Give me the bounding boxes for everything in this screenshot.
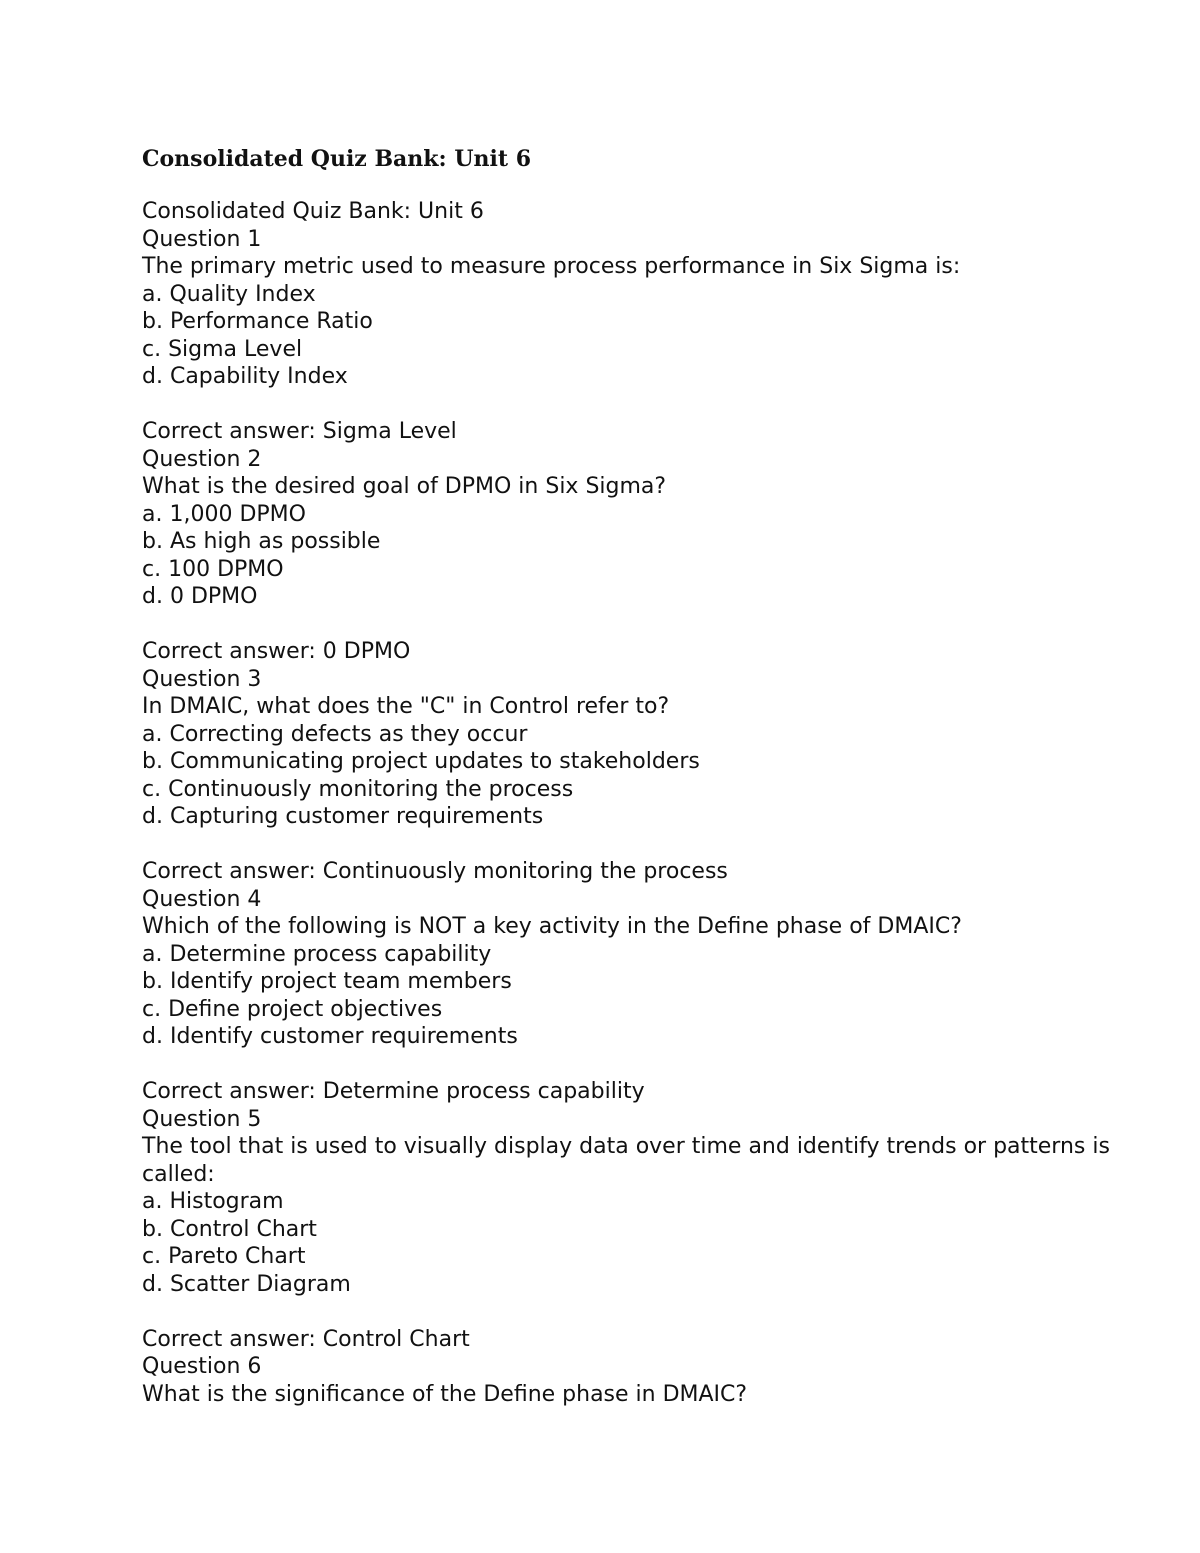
question-block bbox=[142, 1353, 1142, 1408]
blank-line bbox=[142, 831, 1142, 859]
answer-option: b. As high as possible bbox=[142, 529, 381, 554]
answer-option: c. Continuously monitoring the process bbox=[142, 776, 574, 802]
question-prompt: What is the desired goal of DPMO in Six Sigma? bbox=[142, 474, 667, 499]
correct-answer: Correct answer: Sigma Level bbox=[142, 419, 457, 444]
document-title: Consolidated Quiz Bank: Unit 6 bbox=[142, 146, 531, 172]
answer-option: b. Performance Ratio bbox=[142, 309, 373, 334]
question-block bbox=[142, 446, 1142, 666]
answer-option: c. Pareto Chart bbox=[142, 1244, 306, 1269]
answer-option: b. Control Chart bbox=[142, 1216, 317, 1242]
answer-option: b. Communicating project updates to stakeholders bbox=[142, 749, 700, 774]
blank-line bbox=[142, 611, 1142, 639]
answer-option: c. 100 DPMO bbox=[142, 556, 284, 582]
question-block bbox=[142, 1106, 1142, 1354]
question-label: Question 4 bbox=[142, 886, 262, 912]
document-subtitle: Consolidated Quiz Bank: Unit 6 bbox=[142, 199, 484, 224]
question-block bbox=[142, 886, 1142, 1106]
blank-line bbox=[142, 1298, 1142, 1326]
question-block bbox=[142, 226, 1142, 446]
correct-answer: Correct answer: Determine process capability bbox=[142, 1079, 645, 1104]
answer-option: a. Correcting defects as they occur bbox=[142, 721, 528, 747]
answer-option: d. Capturing customer requirements bbox=[142, 804, 544, 829]
question-prompt: The primary metric used to measure process performance in Six Sigma is: bbox=[142, 254, 961, 279]
answer-option: d. Identify customer requirements bbox=[142, 1024, 518, 1049]
answer-option: d. Scatter Diagram bbox=[142, 1271, 351, 1297]
question-label: Question 3 bbox=[142, 666, 262, 692]
blank-line bbox=[142, 391, 1142, 419]
question-label: Question 5 bbox=[142, 1106, 262, 1132]
answer-option: d. 0 DPMO bbox=[142, 584, 258, 609]
question-label: Question 6 bbox=[142, 1354, 262, 1379]
answer-option: a. 1,000 DPMO bbox=[142, 501, 306, 527]
question-label: Question 2 bbox=[142, 446, 262, 472]
answer-option: a. Histogram bbox=[142, 1189, 284, 1214]
correct-answer: Correct answer: Control Chart bbox=[142, 1326, 470, 1352]
answer-option: a. Quality Index bbox=[142, 281, 316, 307]
question-prompt: The tool that is used to visually display data over time and identify trends or patterns is called: bbox=[142, 1134, 1117, 1187]
question-label: Question 1 bbox=[142, 226, 262, 252]
question-block bbox=[142, 666, 1142, 886]
blank-line bbox=[142, 1051, 1142, 1079]
answer-option: b. Identify project team members bbox=[142, 969, 512, 994]
answer-option: d. Capability Index bbox=[142, 364, 348, 389]
answer-option: a. Determine process capability bbox=[142, 941, 492, 967]
answer-option: c. Define project objectives bbox=[142, 996, 443, 1022]
question-prompt: What is the significance of the Define phase in DMAIC? bbox=[142, 1381, 748, 1407]
correct-answer: Correct answer: 0 DPMO bbox=[142, 639, 411, 664]
question-prompt: In DMAIC, what does the "C" in Control refer to? bbox=[142, 694, 670, 719]
document-page bbox=[142, 143, 1142, 1408]
correct-answer: Correct answer: Continuously monitoring the process bbox=[142, 859, 728, 884]
answer-option: c. Sigma Level bbox=[142, 336, 303, 362]
document-body bbox=[142, 198, 1142, 1408]
question-prompt: Which of the following is NOT a key activity in the Define phase of DMAIC? bbox=[142, 914, 962, 939]
